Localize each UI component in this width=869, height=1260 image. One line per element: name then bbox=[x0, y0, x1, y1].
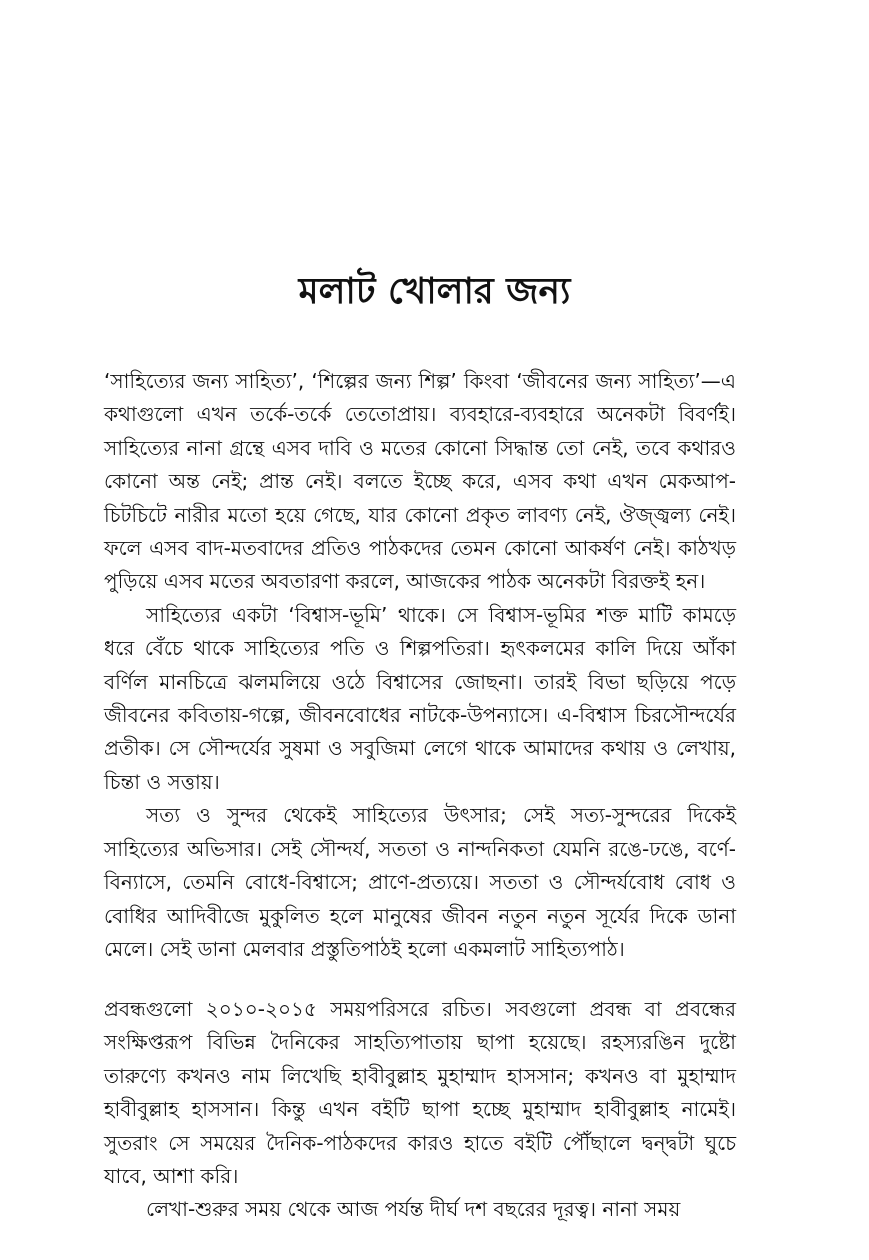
paragraph: প্রবন্ধগুলো ২০১০-২০১৫ সময়পরিসরে রচিত। সবগুলো প্রবন্ধ বা প্রবন্ধের সংক্ষিপ্তরূপ বিভিন্ন দৈনিকের সাহত্যিপাতায় ছাপা হয়েছে। রহস্যরঙিন দুষ্টো তারুণ্যে কখনও নাম লিখেছি হাবীবুল্লাহ মুহাম্মাদ হাসসান; কখনও বা মুহাম্মাদ হাবীবুল্লাহ হাসসান। কিন্তু এখন বইটি ছাপা হচ্ছে মুহাম্মাদ হাবীবুল্লাহ নামেই। সুতরাং সে সময়ের দৈনিক-পাঠকদের কারও হাতে বইটি পৌঁছালে দ্বন্দ্বটা ঘুচে যাবে, আশা করি। bbox=[104, 997, 736, 1189]
paragraph: লেখা-শুরুর সময় থেকে আজ পর্যন্ত দীর্ঘ দশ বছরের দূরত্ব। নানা সময় bbox=[146, 1197, 681, 1222]
preface-section-2 bbox=[104, 993, 736, 1227]
paragraph: ‘সাহিত্যের জন্য সাহিত্য’, ‘শিল্পের জন্য শিল্প’ কিংবা ‘জীবনের জন্য সাহিত্য’—এ কথাগুলো এখন তর্কে-তর্কে তেতোপ্রায়। ব্যবহারে-ব্যবহারে অনেকটা বিবর্ণই। সাহিত্যের নানা গ্রন্থে এসব দাবি ও মতের কোনো সিদ্ধান্ত তো নেই, তবে কথারও কোনো অন্ত নেই; প্রান্ত নেই। বলতে ইচ্ছে করে, এসব কথা এখন মেকআপ-চিটচিটে নারীর মতো হয়ে গেছে, যার কোনো প্রকৃত লাবণ্য নেই, ঔজ্জ্বল্য নেই। ফলে এসব বাদ-মতবাদের প্রতিও পাঠকদের তেমন কোনো আকর্ষণ নেই। কাঠখড় পুড়িয়ে এসব মতের অবতারণা করলে, আজকের পাঠক অনেকটা বিরক্তই হন। bbox=[104, 369, 736, 594]
chapter-title: মলাট খোলার জন্য bbox=[298, 271, 571, 312]
paragraph: সাহিত্যের একটা ‘বিশ্বাস-ভূমি’ থাকে। সে বিশ্বাস-ভূমির শক্ত মাটি কামড়ে ধরে বেঁচে থাকে সাহিত্যের পতি ও শিল্পপতিরা। হৃৎকলমের কালি দিয়ে আঁকা বর্ণিল মানচিত্রে ঝলমলিয়ে ওঠে বিশ্বাসের জোছনা। তারই বিভা ছড়িয়ে পড়ে জীবনের কবিতায়-গল্পে, জীবনবোধের নাটকে-উপন্যাসে। এ-বিশ্বাস চিরসৌন্দর্যের প্রতীক। সে সৌন্দর্যের সুষমা ও সবুজিমা লেগে থাকে আমাদের কথায় ও লেখায়, চিন্তা ও সত্তায়। bbox=[104, 602, 736, 794]
paragraph: সত্য ও সুন্দর থেকেই সাহিত্যের উৎসার; সেই সত্য-সুন্দরের দিকেই সাহিত্যের অভিসার। সেই সৌন্দর্য, সততা ও নান্দনিকতা যেমনি রঙে-ঢঙে, বর্ণে-বিন্যাসে, তেমনি বোধে-বিশ্বাসে; প্রাণে-প্রত্যয়ে। সততা ও সৌন্দর্যবোধ বোধ ও বোধির আদিবীজে মুকুলিত হলে মানুষের জীবন নতুন নতুন সূর্যের দিকে ডানা মেলে। সেই ডানা মেলবার প্রস্তুতিপাঠই হলো একমলাট সাহিত্যপাঠ। bbox=[104, 803, 736, 961]
preface-section-1 bbox=[104, 365, 736, 966]
